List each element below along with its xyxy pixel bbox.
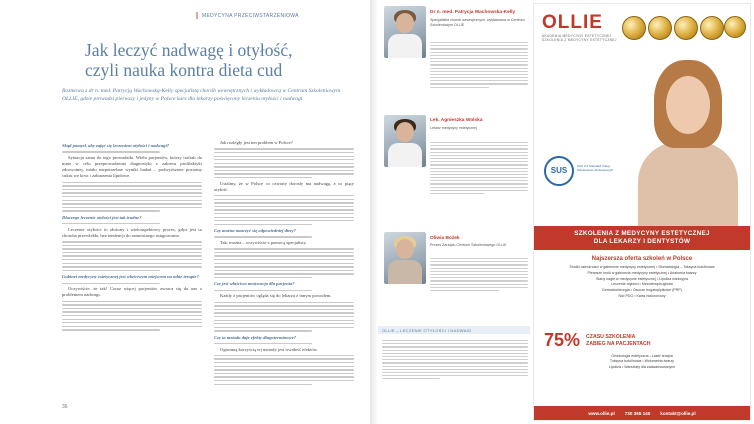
- text-line: [62, 283, 160, 284]
- ad-phone: 730 365 140: [624, 410, 651, 416]
- article-paragraph: Oczywiście, że tak! Coraz więcej pacjentów zwraca się do nas z problemem nadwagi.: [62, 286, 202, 298]
- text-line: [214, 163, 354, 164]
- ad-course-item: Toksyna botulinowa: [609, 359, 642, 364]
- ad-course-item: Stany nagłe w medycynie estetycznej: [596, 276, 656, 281]
- text-line: [214, 252, 354, 253]
- ad-course-list: [540, 256, 744, 300]
- ad-course-item: Stomatologia – Toksyna botulinowa: [658, 265, 715, 269]
- ad-course-item: Wolumetria twarzy: [644, 359, 675, 364]
- right-page: [378, 0, 754, 424]
- ad-big-text: [586, 334, 650, 346]
- ad-course-item: Osocze bogatopłytkowe (PRP): [632, 288, 682, 293]
- text-line: [214, 312, 354, 313]
- doctor-photo-2: [384, 115, 426, 167]
- text-line: [214, 384, 312, 385]
- text-line: [62, 210, 160, 211]
- bullet-icon: •: [641, 359, 645, 364]
- text-line: [62, 196, 202, 197]
- award-medal-icon: [724, 16, 746, 38]
- text-line: [62, 322, 202, 323]
- text-line: [214, 195, 354, 196]
- photo-face: [396, 13, 414, 33]
- insert-heading: OLLIE – LECZENIE OTYŁOŚCI I NADWAGI: [378, 326, 530, 334]
- ad-items: [540, 265, 744, 300]
- text-line: [214, 305, 354, 306]
- text-line: [62, 248, 202, 249]
- text-line: [62, 223, 160, 224]
- title-line-1: Jak leczyć nadwagę i otyłość,: [85, 40, 293, 60]
- text-line: [214, 302, 354, 303]
- text-line: [214, 273, 354, 274]
- photo-face: [396, 239, 414, 259]
- text-line: [62, 189, 202, 190]
- article-paragraph: Ustalmy, że w Polsce co czwarty dorosły ma nadwagę, a co piąty otyłość.: [214, 180, 354, 192]
- ad-course-item: Mezoterapia igłowa: [641, 282, 673, 287]
- profile-1-role: Specjalistka chorób wewnętrznych, wykładowca w Centrum Szkoleniowym OLLIE: [430, 18, 525, 27]
- profile-1-text: [430, 40, 528, 90]
- article-title: [85, 40, 357, 80]
- left-page: [0, 0, 370, 424]
- text-line: [62, 308, 202, 309]
- text-line: [62, 270, 160, 271]
- text-line: [214, 220, 354, 221]
- ad-highlight: [544, 330, 651, 351]
- text-line: [214, 290, 312, 291]
- bullet-icon: •: [629, 288, 633, 293]
- text-line: [62, 319, 202, 320]
- article-columns: [62, 140, 358, 402]
- ad-course-row: [540, 294, 744, 300]
- ad-big-text-line-2: ZABIEG NA PACJENTACH: [586, 340, 651, 347]
- text-line: [214, 156, 354, 157]
- text-line: [214, 362, 354, 363]
- text-line: [62, 329, 160, 330]
- text-line: [214, 202, 354, 203]
- article-question: Czy jest właściwa motywacja dla pacjenta?: [214, 281, 295, 287]
- insert-text: [382, 338, 528, 381]
- text-line: [214, 173, 354, 174]
- bullet-icon: •: [638, 282, 642, 287]
- text-line: [62, 207, 202, 208]
- ad-headline: Najszersza oferta szkoleń w Polsce: [591, 256, 693, 262]
- ad-contact-bar: [534, 406, 750, 420]
- text-line: [214, 373, 354, 374]
- article-paragraph: Każdy z pacjentów ogląda się do lekarza z innym powodem.: [220, 293, 332, 299]
- ad-big-number: 75%: [544, 330, 581, 350]
- text-line: [214, 199, 354, 200]
- text-line: [214, 159, 354, 160]
- ad-banner-line-1: SZKOLENIA Z MEDYCYNY ESTETYCZNEJ: [574, 230, 710, 237]
- bullet-icon: •: [648, 354, 652, 358]
- article-question: Czy ta metoda daje efekty długoterminowe?: [214, 334, 297, 340]
- text-line: [214, 343, 312, 344]
- ad-banner: [534, 226, 750, 250]
- ad-course-row: [540, 365, 744, 370]
- running-head-text: MEDYCYNA PRZECIWSTARZENIOWA: [202, 12, 299, 19]
- text-line: [62, 192, 202, 193]
- sus-badge-icon: SUS: [544, 156, 574, 186]
- ad-course-item: Leczenie otyłości: [611, 282, 639, 287]
- ad-course-item: Lipoliza: [608, 364, 621, 369]
- ad-course-item: Nici PDO: [618, 293, 634, 298]
- text-line: [214, 224, 312, 225]
- text-line: [214, 369, 354, 370]
- award-medal-icon: [700, 16, 724, 40]
- text-line: [62, 301, 202, 302]
- text-line: [214, 358, 354, 359]
- text-line: [62, 245, 202, 246]
- text-line: [214, 152, 354, 153]
- text-line: [214, 327, 354, 328]
- sus-label: SUS 2.0 Standard Usług Szkoleniowo-Rozwojowych: [577, 164, 614, 172]
- article-paragraph: Ogromną korzyścią tej metody jest trwałość efektów.: [220, 346, 318, 352]
- text-line: [214, 259, 354, 260]
- photo-coat: [388, 34, 422, 58]
- text-line: [214, 366, 354, 367]
- model-photo: [624, 52, 746, 232]
- photo-coat: [388, 143, 422, 167]
- text-line: [214, 323, 354, 324]
- text-line: [214, 376, 354, 377]
- ad-course-item: Laser terapia: [651, 354, 673, 358]
- text-line: [62, 151, 160, 152]
- title-line-2: czyli nauka kontra dieta cud: [85, 60, 283, 80]
- profile-3-name: Oliwia Bożek: [430, 236, 460, 241]
- bullet-icon: •: [620, 364, 625, 369]
- text-line: [214, 217, 354, 218]
- text-line: [214, 320, 354, 321]
- bullet-icon: •: [666, 270, 670, 275]
- ad-course-item: Warsztaty dla zaawansowanych: [624, 364, 676, 369]
- text-line: [214, 266, 354, 267]
- award-medal-icon: [674, 16, 698, 40]
- ad-email-link[interactable]: kontakt@ollie.pl: [660, 410, 696, 416]
- text-line: [62, 266, 202, 267]
- profile-3-text: [430, 256, 528, 293]
- text-line: [62, 182, 202, 183]
- ad-course-item: Kwas hialuronowy: [636, 293, 666, 298]
- ad-course-item: Anatomia twarzy: [669, 270, 697, 275]
- ad-course-item: Ginekologia estetyczna: [611, 354, 649, 358]
- profile-1-name: Dr n. med. Patrycja Wachowska-Kelly: [430, 10, 516, 15]
- profile-3-role: Prezes Zarządu Centrum Szkoleniowego OLLIE: [430, 243, 507, 247]
- award-medal-icon: [622, 16, 646, 40]
- ad-course-item: Dermatochirurgia: [602, 288, 630, 293]
- text-line: [62, 311, 202, 312]
- running-head: [196, 12, 299, 19]
- text-line: [62, 263, 202, 264]
- ollie-tagline: AKADEMIA MEDYCYNY ESTETYCZNEJ SZKOLENIA Z MEDYCYNY ESTETYCZNEJ: [542, 34, 617, 43]
- text-line: [62, 185, 202, 186]
- article-question: Czy można nauczyć się odpowiedniej diety?: [214, 228, 296, 234]
- photo-coat: [388, 260, 422, 284]
- running-head-bar: [196, 12, 198, 19]
- article-question: Skąd pomysł, aby zająć się leczeniem otyłości i nadwagi?: [62, 143, 170, 148]
- article-paragraph: Jak rozległy jest ten problem w Polsce?: [220, 140, 293, 145]
- doctor-photo: [384, 6, 426, 58]
- text-line: [62, 304, 202, 305]
- bullet-icon: •: [655, 276, 660, 281]
- text-line: [214, 213, 354, 214]
- award-medal-icon: [648, 16, 672, 40]
- article-paragraph: Sytuacja sama do tego prowadziła. Wielu pacjentów, którzy trafiali do mnie w celu przeprowadzenia diagnostyki z zakresu profilaktyki zdrowotnej, miało niepotrzebne wyniki badań – podwyższone poziomy cukru we krwi i zaburzenia lipidowe.: [62, 154, 202, 179]
- text-line: [214, 248, 354, 249]
- text-line: [214, 380, 354, 381]
- ad-course-item: Lipoliza iniekcyjna: [659, 276, 688, 281]
- model-shoulder: [638, 142, 738, 232]
- article-question: Gabinet medycyny estetycznej jest właściwym miejscem na takie terapie?: [62, 274, 199, 280]
- text-line: [214, 270, 354, 271]
- text-line: [62, 241, 202, 242]
- text-line: [214, 355, 354, 356]
- text-line: [62, 326, 202, 327]
- text-line: [214, 309, 354, 310]
- ollie-logo: OLLIE: [542, 12, 603, 33]
- text-line: [214, 316, 354, 317]
- article-paragraph: Tak, można – oczywiście z pomocą specjalisty.: [220, 239, 307, 245]
- article-lead: Rozmowa z dr n. med. Patrycją Wachowską-Kelly specjalistą chorób wewnętrznych i wykładowcą w Centrum Szkoleniowym OLLIE, gdzie prowadzi pierwszy i jedyny w Polsce kurs dla lekarzy poświęcony leczeniu otyłości i nadwagi: [62, 88, 341, 102]
- text-line: [62, 315, 202, 316]
- ollie-advertisement: [533, 3, 751, 421]
- photo-face: [396, 122, 414, 142]
- bullet-icon: •: [633, 293, 637, 298]
- ad-banner-line-2: DLA LEKARZY I DENTYSTÓW: [593, 238, 691, 245]
- text-line: [214, 148, 354, 149]
- ad-course-item: Pierwsze kroki w gabinecie medycyny estetycznej: [587, 270, 667, 275]
- model-face: [666, 76, 710, 134]
- text-line: [214, 206, 354, 207]
- bullet-icon: •: [654, 265, 659, 269]
- ad-website-link[interactable]: www.ollie.pl: [588, 410, 615, 416]
- text-line: [214, 166, 354, 167]
- ad-course-list-2: [540, 354, 744, 370]
- profile-2-name: Lek. Agnieszka Wolska: [430, 118, 483, 123]
- text-line: [62, 255, 202, 256]
- page-number: 36: [62, 404, 68, 410]
- article-question: Dlaczego leczenie otyłości jest tak trudne?: [62, 214, 142, 220]
- text-line: [62, 252, 202, 253]
- article-column-2: [214, 140, 354, 387]
- profile-2-text: [430, 140, 528, 196]
- text-line: [214, 177, 312, 178]
- text-line: [214, 255, 354, 256]
- article-column-1: [62, 140, 202, 333]
- text-line: [62, 203, 202, 204]
- text-line: [214, 330, 312, 331]
- text-line: [62, 259, 202, 260]
- text-line: [214, 170, 354, 171]
- text-line: [214, 277, 312, 278]
- page-gutter: [370, 0, 378, 424]
- text-line: [214, 263, 354, 264]
- article-paragraph: Leczenie otyłości to złożony i wieloaspektowy proces, gdyż jest to choroba przewlekła, bez tendencji do samoistnego ustępowania.: [62, 226, 202, 238]
- president-photo: [384, 232, 426, 284]
- text-line: [214, 236, 312, 237]
- ad-course-item: Środki ostrożności w gabinecie medycyny estetycznej: [569, 265, 655, 269]
- ad-big-text-line-1: CZASU SZKOLENIA: [586, 334, 636, 341]
- text-line: [62, 200, 202, 201]
- text-line: [214, 209, 354, 210]
- profile-2-role: Lekarz medycyny estetycznej: [430, 126, 477, 130]
